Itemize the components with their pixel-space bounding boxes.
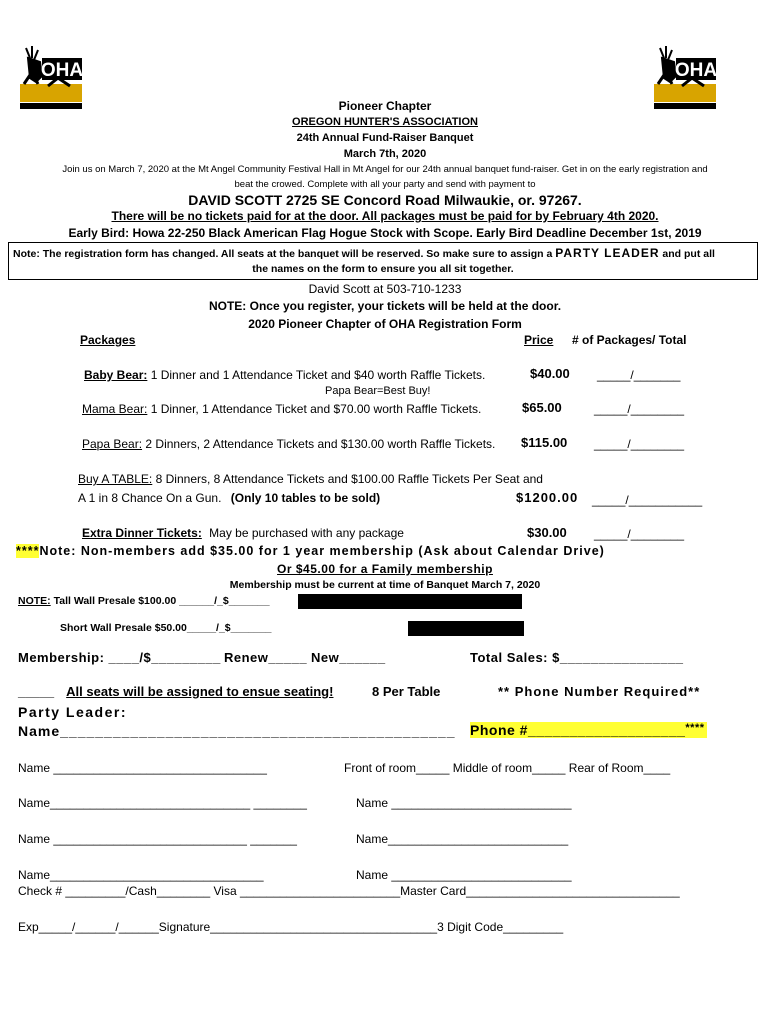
col-price: Price [524,333,554,347]
note-line-1 [13,246,715,260]
baby-bear-blank[interactable]: _____/_______ [597,368,681,382]
svg-text:OHA: OHA [674,60,718,81]
event-date: March 7th, 2020 [343,148,427,160]
payment-line[interactable]: Check # _________/Cash________ Visa ________________________Master Card________________________________ [18,884,680,898]
mama-bear-name: Mama Bear: [82,402,148,416]
seating-line [18,684,333,699]
registration-note-box [8,242,758,280]
col-packages: Packages [80,333,136,347]
redaction-bar-1 [298,594,522,609]
seating-lead: _____ [18,684,55,699]
seating-assigned: All seats will be assigned to ensue seating! [66,684,334,699]
register-note: NOTE: Once you register, your tickets will be held at the door. [208,299,562,313]
intro-line-1: Join us on March 7, 2020 at the Mt Angel Community Festival Hall in Mt Angel for our 24th annual banquet fund-raiser. Get in on the early registration and [62,164,708,175]
name-field-4[interactable]: Name _____________________________ _______ [18,832,297,846]
expiry-signature-line[interactable]: Exp_____/______/______Signature__________________________________3 Digit Code_________ [18,920,564,934]
note-line-2: the names on the form to ensure you all sit together. [252,263,514,275]
name-field-2[interactable]: Name______________________________ ________ [18,796,307,810]
package-extra [82,526,404,540]
total-sales-field[interactable]: Total Sales: $________________ [470,650,684,665]
name-field-3[interactable]: Name ___________________________ [356,796,572,810]
phone-required: ** Phone Number Required** [498,684,701,699]
note-stars: **** [16,544,40,558]
extra-price: $30.00 [527,525,567,540]
phone-label: Phone #___________________ [470,722,686,738]
membership-note-text: Note: Non-members add $35.00 for 1 year membership (Ask about Calendar Drive) [39,544,605,558]
papa-bear-blank[interactable]: _____/________ [594,437,685,451]
presale-note-label: NOTE: [18,595,51,607]
membership-note-line-1 [16,544,605,558]
early-bird: Early Bird: Howa 22-250 Black American Flag Hogue Stock with Scope. Early Bird Deadline December 1st, 2019 [68,226,702,240]
papa-bear-desc: 2 Dinners, 2 Attendance Tickets and $130.00 worth Raffle Tickets. [145,437,496,451]
party-leader-phone-field[interactable] [470,722,707,738]
note-party-leader: PARTY LEADER [555,246,660,260]
table-desc-1: 8 Dinners, 8 Attendance Tickets and $100.00 Raffle Tickets Per Seat and [155,472,543,486]
table-blank[interactable]: _____/___________ [592,493,703,507]
mama-bear-blank[interactable]: _____/________ [594,402,685,416]
contact-line: David Scott at 503-710-1233 [308,282,462,296]
extra-desc: May be purchased with any package [209,526,404,540]
papa-bear-name: Papa Bear: [82,437,143,451]
table-desc-3: (Only 10 tables to be sold) [230,491,381,505]
mama-bear-price: $65.00 [522,400,562,415]
note-text-a: Note: The registration form has changed. All seats at the banquet will be reserved. So make sure to assign a [13,248,553,260]
baby-bear-desc: 1 Dinner and 1 Attendance Ticket and $40 worth Raffle Tickets. [150,368,486,382]
col-total: # of Packages/ Total [572,333,687,347]
tall-wall-text[interactable]: Tall Wall Presale $100.00 ______/_$_______ [53,595,270,607]
party-leader-name-field[interactable]: Name_____________________________________________ [18,723,456,739]
new-field[interactable]: New______ [311,650,386,665]
mama-bear-desc: 1 Dinner, 1 Attendance Ticket and $70.00 worth Raffle Tickets. [150,402,482,416]
baby-bear-price: $40.00 [530,366,570,381]
name-field-1[interactable]: Name ________________________________ [18,761,267,775]
form-title: 2020 Pioneer Chapter of OHA Registration Form [248,317,522,331]
baby-bear-name: Baby Bear: [84,368,148,382]
name-field-5[interactable]: Name___________________________ [356,832,569,846]
logo-text: OHA [40,60,84,81]
papa-bear-price: $115.00 [521,435,568,450]
package-mama-bear [82,402,481,416]
short-wall-presale[interactable]: Short Wall Presale $50.00_____/_$_______ [60,622,272,634]
extra-blank[interactable]: _____/________ [594,527,685,541]
name-field-7[interactable]: Name ___________________________ [356,868,572,882]
membership-note-line-2: Or $45.00 for a Family membership [277,562,493,576]
package-baby-bear [84,368,485,382]
name-field-6[interactable]: Name________________________________ [18,868,264,882]
redaction-bar-2 [408,621,524,636]
membership-current: Membership must be current at time of Banquet March 7, 2020 [229,579,541,591]
table-price: $1200.00 [516,490,579,505]
per-table: 8 Per Table [372,684,441,699]
renew-field[interactable]: Renew_____ [224,650,308,665]
best-buy-label: Papa Bear=Best Buy! [325,385,431,397]
intro-line-2: beat the crowed. Complete with all your party and send with payment to [234,179,536,190]
tall-wall-presale [18,595,270,607]
package-table-line-2 [78,491,380,505]
chapter-title: Pioneer Chapter [338,99,432,113]
no-door-tickets: There will be no tickets paid for at the door. All packages must be paid for by February 4th 2020. [111,209,659,223]
package-papa-bear [82,437,495,451]
package-table-line-1 [78,472,543,486]
association-name: OREGON HUNTER'S ASSOCIATION [292,116,478,128]
mailing-address: DAVID SCOTT 2725 SE Concord Road Milwaukie, or. 97267. [188,192,582,208]
party-leader-label: Party Leader: [18,704,127,720]
event-title: 24th Annual Fund-Raiser Banquet [296,132,474,144]
table-desc-2: A 1 in 8 Chance On a Gun. [78,491,222,505]
extra-name: Extra Dinner Tickets: [82,526,202,540]
note-text-b: and put all [662,248,715,260]
phone-stars: **** [685,722,705,734]
room-preference[interactable]: Front of room_____ Middle of room_____ Rear of Room____ [344,761,671,775]
membership-field[interactable]: Membership: ____/$_________ [18,650,221,665]
table-name: Buy A TABLE: [78,472,153,486]
